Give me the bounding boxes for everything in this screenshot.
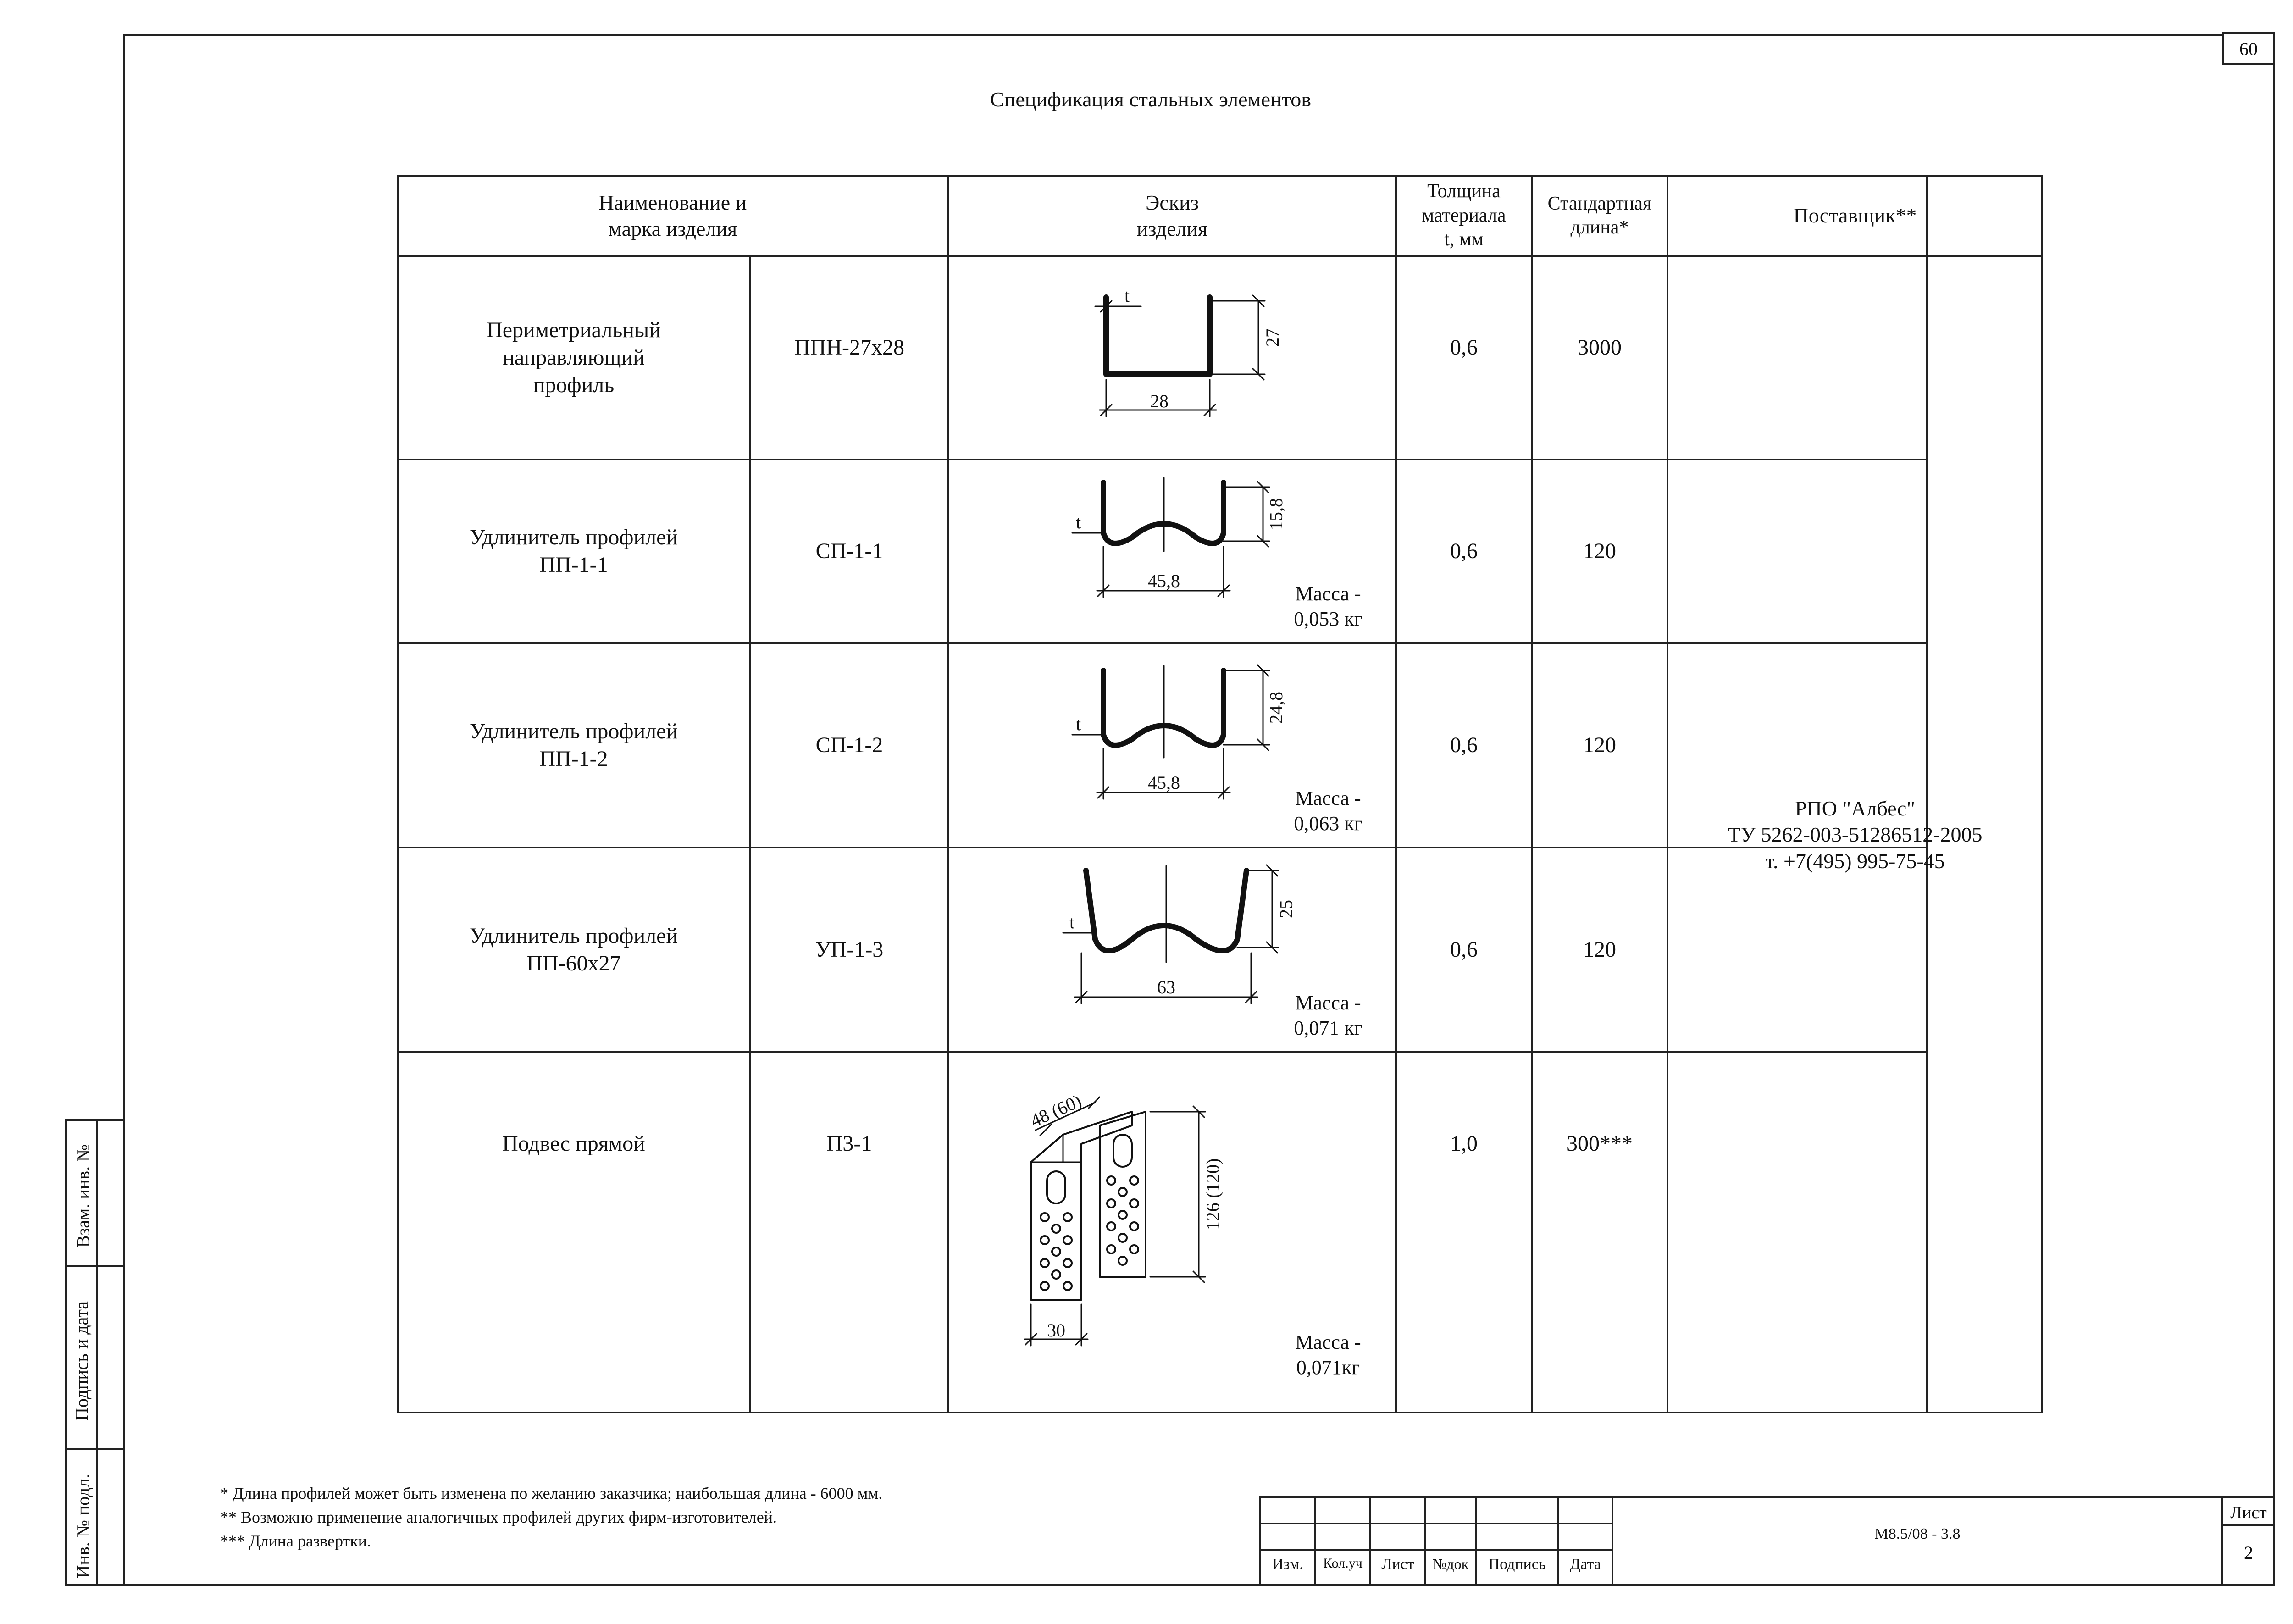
- row-1-length: 3000: [1578, 335, 1622, 360]
- row-4-name: Удлинитель профилей ПП-60х27: [469, 924, 678, 976]
- header-length: Стандартная длина*: [1547, 193, 1652, 238]
- footnote-3: *** Длина развертки.: [220, 1532, 371, 1550]
- row-1-mark: ППН-27х28: [794, 335, 904, 360]
- sketch-1-t: t: [1124, 285, 1130, 306]
- sketch-4-height: 25: [1276, 900, 1296, 918]
- sketch-1-width: 28: [1150, 391, 1169, 411]
- row-3-mark: СП-1-2: [815, 733, 883, 757]
- sketch-p3-1: [1025, 1097, 1205, 1346]
- row-5-thickness: 1,0: [1450, 1131, 1478, 1156]
- row-3-length: 120: [1583, 733, 1616, 757]
- margin-inv-podl: Инв. № подл.: [72, 1474, 94, 1579]
- row-1-name: Периметриальный направляющий профиль: [487, 318, 661, 397]
- sketch-ppn-profile: [1095, 295, 1265, 416]
- document-id: М8.5/08 - 3.8: [1874, 1525, 1961, 1542]
- sketch-5-height: 126 (120): [1202, 1158, 1223, 1230]
- sketch-5-width: 30: [1047, 1320, 1065, 1341]
- spec-table: [397, 175, 2043, 1413]
- row-5-mass: Масса - 0,071кг: [1295, 1331, 1361, 1379]
- sketch-3-height: 24,8: [1266, 692, 1286, 724]
- sketch-4-width: 63: [1157, 977, 1175, 998]
- row-4-thickness: 0,6: [1450, 937, 1478, 962]
- row-2-length: 120: [1583, 539, 1616, 563]
- stamp-list-label: Лист: [2230, 1503, 2267, 1522]
- stamp-col-kolich: Кол.уч: [1323, 1556, 1363, 1571]
- row-3-name: Удлинитель профилей ПП-1-2: [469, 719, 678, 771]
- row-4-length: 120: [1583, 937, 1616, 962]
- title-block: [1259, 1496, 2275, 1586]
- row-2-thickness: 0,6: [1450, 539, 1478, 563]
- footnotes: [220, 1481, 882, 1553]
- sketch-3-width: 45,8: [1148, 772, 1180, 793]
- sketch-2-t: t: [1076, 512, 1081, 532]
- row-4-mass: Масса - 0,071 кг: [1294, 992, 1363, 1039]
- row-1-thickness: 0,6: [1450, 335, 1478, 360]
- row-3-thickness: 0,6: [1450, 733, 1478, 757]
- sketch-3-t: t: [1076, 714, 1081, 734]
- footnote-2: ** Возможно применение аналогичных профилей других фирм-изготовителей.: [220, 1508, 777, 1526]
- row-5-length: 300***: [1567, 1131, 1633, 1156]
- sketch-2-width: 45,8: [1148, 571, 1180, 591]
- supplier-cell: РПО "Албес" ТУ 5262-003-51286512-2005 т. +7(495) 995-75-45: [1728, 796, 1983, 873]
- page-title: Спецификация стальных элементов: [990, 88, 1311, 111]
- row-2-name: Удлинитель профилей ПП-1-1: [469, 525, 678, 577]
- stamp-col-podpis: Подпись: [1488, 1556, 1546, 1573]
- stamp-col-data: Дата: [1570, 1556, 1601, 1573]
- sketch-5-top: 48 (60): [1027, 1090, 1085, 1131]
- row-3-mass: Масса - 0,063 кг: [1294, 787, 1363, 835]
- stamp-col-izm: Изм.: [1272, 1556, 1303, 1573]
- header-supplier: Поставщик**: [1793, 204, 1917, 227]
- header-thickness: Толщина материала t, мм: [1422, 181, 1506, 250]
- header-name: Наименование и марка изделия: [598, 190, 747, 240]
- stamp-col-ndok: №док: [1432, 1556, 1469, 1572]
- row-5-name: Подвес прямой: [502, 1131, 645, 1156]
- sketch-4-t: t: [1069, 912, 1075, 932]
- margin-vzam: Взам. инв. №: [72, 1144, 94, 1248]
- footnote-1: * Длина профилей может быть изменена по желанию заказчика; наибольшая длина - 6000 мм.: [220, 1484, 883, 1502]
- sketch-2-height: 15,8: [1266, 498, 1286, 530]
- stamp-col-list: Лист: [1381, 1556, 1414, 1573]
- sheet-number: 60: [2222, 32, 2275, 65]
- row-4-mark: УП-1-3: [815, 937, 884, 962]
- margin-podpis: Подпись и дата: [71, 1301, 92, 1421]
- row-5-mark: П3-1: [826, 1131, 872, 1156]
- margin-strip: [65, 1119, 125, 1586]
- stamp-list-number: 2: [2244, 1542, 2253, 1563]
- row-2-mass: Масса - 0,053 кг: [1294, 582, 1363, 630]
- header-sketch: Эскиз изделия: [1136, 190, 1208, 240]
- row-2-mark: СП-1-1: [815, 539, 883, 563]
- sketch-1-height: 27: [1262, 328, 1283, 347]
